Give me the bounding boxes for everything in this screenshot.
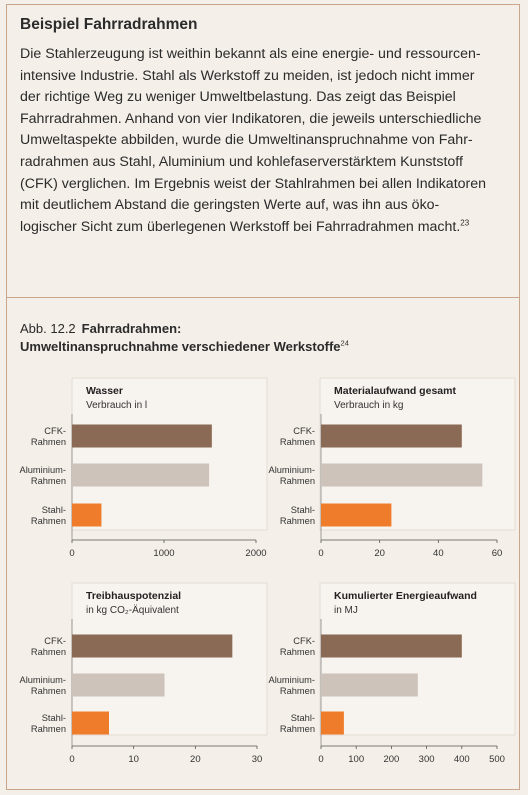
x-tick-label: 200 — [383, 754, 400, 765]
body-line: Umweltaspekte abbilden, wurde die Umweltinanspruchnahme von Fahr- — [20, 132, 473, 149]
bar — [72, 425, 212, 448]
body-line: (CFK) verglichen. Im Ergebnis weist der Stahlrahmen bei allen Indikatoren — [20, 175, 487, 192]
bar — [321, 635, 462, 658]
body-line-text: logischer Sicht zum überlegenen Werkstoff bei Fahrradrahmen macht. — [20, 218, 461, 235]
x-tick-label: 0 — [318, 548, 324, 559]
body-line: Die Stahlerzeugung ist weithin bekannt als eine energie- und ressourcen- — [20, 46, 481, 62]
category-label: Rahmen — [30, 686, 66, 696]
category-label: Aluminium- — [19, 675, 66, 685]
x-tick-label: 60 — [491, 548, 503, 559]
figure-footnote-ref: 24 — [340, 338, 349, 348]
figure-title: Fahrradrahmen: — [81, 321, 182, 336]
category-label: Stahl- — [41, 505, 66, 515]
bar — [321, 674, 418, 697]
bar — [321, 504, 391, 527]
x-tick-label: 0 — [318, 754, 324, 765]
body-line: mit deutlichem Abstand die geringsten Werte auf, was ihn aus öko- — [20, 197, 440, 214]
x-tick-label: 30 — [251, 754, 263, 765]
category-label: CFK- — [293, 426, 315, 436]
chart-title: Treibhauspotenzial — [86, 590, 182, 602]
x-tick-label: 20 — [374, 548, 385, 559]
chart-subtitle: in MJ — [334, 605, 358, 616]
category-label: Aluminium- — [268, 675, 315, 685]
body-line: Fahrradrahmen. Anhand von vier Indikatoren, die jeweils unterschiedliche — [20, 110, 482, 127]
category-label: Aluminium- — [268, 465, 315, 475]
body-line: der richtige Weg zu weniger Umweltbelastung. Das zeigt das Beispiel — [20, 89, 456, 106]
category-label: Rahmen — [30, 647, 66, 657]
x-tick-label: 100 — [348, 754, 365, 765]
bar — [321, 425, 462, 448]
category-label: Stahl- — [41, 713, 66, 723]
chart-title: Kumulierter Energieaufwand — [334, 590, 477, 602]
x-tick-label: 0 — [69, 754, 75, 765]
bar — [321, 712, 344, 735]
category-label: Rahmen — [279, 516, 315, 526]
category-label: Rahmen — [279, 686, 315, 696]
category-label: Rahmen — [279, 647, 315, 657]
category-label: Rahmen — [279, 476, 315, 486]
category-label: Rahmen — [30, 516, 66, 526]
chart-subtitle: Verbrauch in l — [86, 400, 148, 411]
x-tick-label: 0 — [69, 548, 75, 559]
bar — [72, 504, 101, 527]
bar — [72, 712, 109, 735]
chart-subtitle: in kg CO₂-Äquivalent — [86, 605, 179, 616]
body-line: intensive Industrie. Stahl als Werkstoff zu meiden, ist jedoch nicht immer — [20, 67, 475, 84]
box-title: Beispiel Fahrradrahmen — [20, 16, 198, 33]
chart-title: Wasser — [86, 385, 123, 397]
x-tick-label: 1000 — [153, 548, 175, 559]
footnote-ref: 23 — [460, 218, 470, 228]
chart-title: Materialaufwand gesamt — [334, 385, 456, 397]
category-label: CFK- — [44, 636, 66, 646]
body-line: radrahmen aus Stahl, Aluminium und kohlefaserverstärktem Kunststoff — [20, 153, 463, 170]
x-tick-label: 10 — [128, 754, 139, 765]
category-label: Stahl- — [290, 713, 315, 723]
bar — [321, 464, 482, 487]
figure-number: Abb. 12.2 — [20, 321, 76, 336]
chart-subtitle: Verbrauch in kg — [334, 400, 404, 411]
category-label: Rahmen — [30, 437, 66, 447]
x-tick-label: 300 — [418, 754, 435, 765]
figure-subtitle: Umweltinanspruchnahme verschiedener Werkstoffe — [20, 339, 341, 354]
bar — [72, 464, 209, 487]
category-label: Aluminium- — [19, 465, 66, 475]
x-tick-label: 500 — [489, 754, 505, 765]
category-label: Rahmen — [30, 724, 66, 734]
bar — [72, 635, 232, 658]
x-tick-label: 400 — [453, 754, 470, 765]
x-tick-label: 2000 — [245, 548, 267, 559]
category-label: Rahmen — [279, 437, 315, 447]
x-tick-label: 20 — [190, 754, 201, 765]
bar — [72, 674, 165, 697]
category-label: CFK- — [44, 426, 66, 436]
category-label: Rahmen — [279, 724, 315, 734]
x-tick-label: 40 — [433, 548, 444, 559]
category-label: CFK- — [293, 636, 315, 646]
category-label: Stahl- — [290, 505, 315, 515]
category-label: Rahmen — [30, 476, 66, 486]
